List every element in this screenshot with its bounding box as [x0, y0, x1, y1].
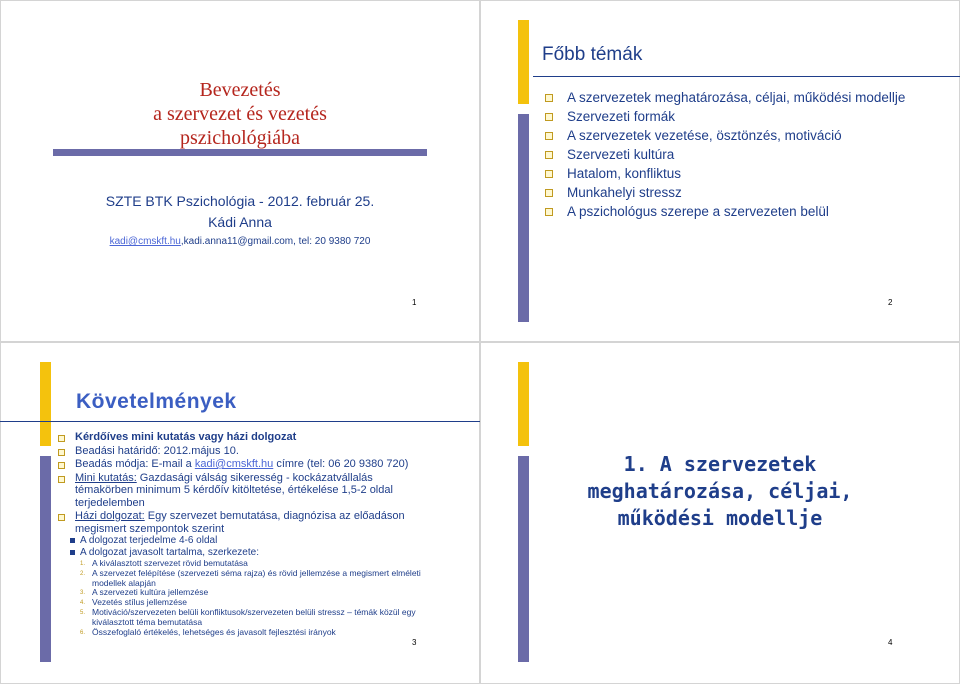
bullet-icon — [58, 462, 65, 469]
page-number: 2 — [888, 298, 893, 307]
list-item-text: Kérdőíves mini kutatás vagy házi dolgozat — [75, 431, 297, 443]
phone-text: , tel: 20 9380 720 — [293, 236, 371, 247]
list-item-text: Beadási határidő: 2012.május 10. — [75, 444, 239, 457]
list-item-text: A pszichológus szerepe a szervezeten belül — [567, 204, 829, 219]
title-line: Bevezetés — [199, 79, 281, 101]
list-item-text: A szervezetek meghatározása, céljai, működési modellje — [567, 90, 906, 105]
sub-item-text: A dolgozat terjedelme 4-6 oldal — [80, 535, 218, 546]
list-item-text: Hatalom, konfliktus — [567, 166, 682, 181]
outline-item — [58, 628, 428, 638]
outline-number: 3. — [80, 590, 86, 597]
heading-rule — [0, 421, 480, 422]
topic-list — [545, 88, 910, 221]
outline-list — [58, 559, 428, 637]
bullet-icon — [70, 538, 75, 543]
email-link[interactable]: kadi@cmskft.hu — [194, 458, 274, 470]
bullet-icon — [545, 189, 553, 197]
sub-item-text: A dolgozat javasolt tartalma, szerkezete: — [80, 547, 259, 558]
list-item-text: Szervezeti kultúra — [567, 147, 675, 162]
slide-title — [480, 451, 960, 532]
bullet-icon — [58, 435, 65, 442]
list-item — [545, 183, 910, 202]
outline-text: Vezetés stílus jellemzése — [92, 597, 187, 608]
list-item-text: címre (tel: 06 20 9380 720) — [273, 458, 409, 470]
list-item-text: Egy szervezet bemutatása, diagnózisa az előadáson megismert szempontok szerint — [75, 510, 405, 535]
accent-bar-purple — [40, 456, 51, 662]
title-line: 1. A szervezetek — [623, 452, 817, 476]
email-text: kadi.anna11@gmail.com — [183, 236, 294, 247]
bullet-icon — [58, 476, 65, 483]
item-label: Házi dolgozat: — [75, 510, 145, 522]
bullet-icon — [545, 208, 553, 216]
list-item-text: Beadás módja: E-mail a — [75, 458, 195, 470]
slide-heading: Követelmények — [76, 390, 237, 413]
bullet-icon — [545, 170, 553, 178]
slide-border — [0, 0, 480, 342]
list-item-text: A szervezetek vezetése, ösztönzés, motiváció — [567, 128, 842, 143]
outline-number: 6. — [80, 629, 86, 636]
title-rule — [53, 149, 427, 156]
list-item — [545, 164, 910, 183]
requirements-list — [58, 431, 428, 638]
list-item — [545, 88, 910, 107]
title-line: meghatározása, céljai, — [587, 479, 853, 503]
accent-bar — [518, 20, 529, 322]
bullet-icon — [70, 550, 75, 555]
list-item — [545, 126, 910, 145]
title-line: működési modellje — [617, 506, 823, 530]
accent-bar-yellow — [518, 20, 529, 104]
list-item — [58, 431, 428, 444]
accent-bar-yellow — [518, 362, 529, 446]
list-item-text: Gazdasági válság sikeresség - kockázatvállalás témakörben minimum 5 kérdőív kitöltetése, értékelése 1,5-2 oldal terjedelemben — [75, 471, 393, 509]
accent-bar — [40, 362, 51, 662]
list-item-text: Munkahelyi stressz — [567, 185, 682, 200]
page-number: 3 — [412, 638, 417, 647]
outline-text: Motiváció/szervezeten belüli konfliktusok/szervezeten belüli stressz – témák közül egy kiválasztott téma bemutatása — [92, 606, 416, 627]
list-item-text: Szervezeti formák — [567, 109, 676, 124]
item-label: Mini kutatás: — [75, 471, 137, 484]
accent-bar-yellow — [40, 362, 51, 446]
outline-item — [58, 569, 428, 589]
page-number: 1 — [412, 298, 417, 307]
outline-text: A kiválasztott szervezet rövid bemutatása — [92, 558, 248, 568]
outline-number: 4. — [80, 600, 86, 607]
list-item — [58, 510, 428, 637]
outline-item — [58, 608, 428, 628]
list-item — [58, 445, 428, 458]
outline-text: Összefoglaló értékelés, lehetséges és javasolt fejlesztési irányok — [92, 626, 336, 637]
sub-item — [58, 535, 428, 547]
outline-text: A szervezet felépítése (szervezeti séma rajza) és rövid jellemzése a megismert elméleti modellek alapján — [92, 567, 421, 588]
author-name: Kádi Anna — [208, 214, 272, 230]
bullet-icon — [545, 151, 553, 159]
separator: , — [180, 236, 184, 247]
course-line: SZTE BTK Pszichológia - 2012. február 25. — [105, 193, 375, 209]
slide-title — [0, 78, 480, 150]
outline-number: 2. — [80, 570, 86, 577]
accent-bar-purple — [518, 114, 529, 322]
heading-rule — [533, 76, 960, 77]
outline-number: 1. — [80, 561, 86, 567]
slide-1 — [0, 0, 480, 342]
list-item — [58, 458, 428, 471]
bullet-icon — [58, 514, 65, 521]
list-item — [58, 472, 428, 510]
outline-text: A szervezeti kultúra jellemzése — [92, 587, 209, 598]
bullet-icon — [545, 113, 553, 121]
slide-heading: Főbb témák — [542, 44, 643, 65]
email-link[interactable]: kadi@cmskft.hu — [109, 236, 181, 247]
outline-number: 5. — [80, 609, 86, 616]
bullet-icon — [545, 132, 553, 140]
contact-line — [0, 236, 480, 247]
sub-list — [58, 535, 428, 637]
bullet-icon — [58, 449, 65, 456]
page-number: 4 — [888, 638, 893, 647]
list-item — [545, 202, 910, 221]
sub-item — [58, 547, 428, 637]
list-item — [545, 145, 910, 164]
title-line: pszichológiába — [180, 127, 300, 149]
list-item — [545, 107, 910, 126]
bullet-icon — [545, 94, 553, 102]
title-line: a szervezet és vezetés — [153, 103, 327, 125]
